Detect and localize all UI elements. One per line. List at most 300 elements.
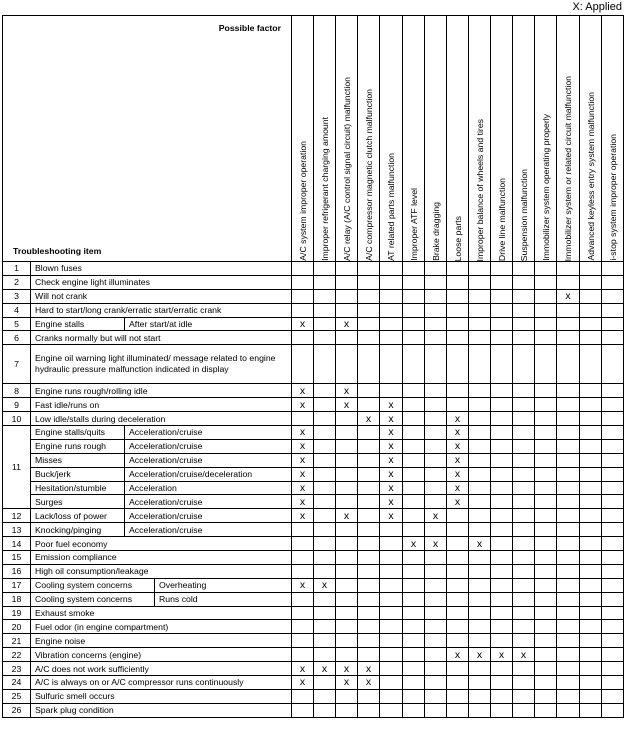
factor-cell xyxy=(513,331,535,345)
factor-cell xyxy=(602,275,624,289)
factor-label: Suspension malfunction xyxy=(518,168,529,261)
factor-cell xyxy=(358,412,380,426)
factor-cell xyxy=(358,481,380,495)
factor-cell xyxy=(358,275,380,289)
factor-cell xyxy=(292,578,314,592)
factor-label: A/C compressor magnetic clutch malfunction xyxy=(363,89,374,261)
factor-cell xyxy=(580,439,602,453)
factor-cell xyxy=(292,398,314,412)
factor-cell xyxy=(403,262,425,276)
factor-cell xyxy=(292,412,314,426)
factor-cell xyxy=(602,662,624,676)
factor-label: Loose parts xyxy=(452,215,463,261)
factor-cell xyxy=(425,634,447,648)
factor-cell xyxy=(314,398,336,412)
factor-cell xyxy=(513,620,535,634)
factor-cell xyxy=(314,289,336,303)
factor-cell xyxy=(358,606,380,620)
item-label: Cranks normally but will not start xyxy=(31,331,292,345)
factor-cell xyxy=(314,303,336,317)
factor-cell xyxy=(513,689,535,703)
factor-cell xyxy=(314,689,336,703)
factor-cell xyxy=(336,317,358,331)
factor-cell xyxy=(292,620,314,634)
factor-cell xyxy=(403,551,425,565)
factor-cell xyxy=(358,662,380,676)
factor-cell xyxy=(314,620,336,634)
factor-cell xyxy=(447,620,469,634)
factor-cell xyxy=(314,384,336,398)
table-row xyxy=(3,620,624,634)
factor-cell xyxy=(513,564,535,578)
factor-cell xyxy=(292,317,314,331)
factor-cell xyxy=(535,606,557,620)
applied-mark: x xyxy=(299,495,306,508)
factor-cell xyxy=(336,537,358,551)
factor-cell xyxy=(491,481,513,495)
factor-cell xyxy=(447,523,469,537)
factor-cell xyxy=(292,384,314,398)
applied-mark: x xyxy=(410,537,417,550)
factor-cell xyxy=(513,578,535,592)
row-number: 11 xyxy=(3,426,31,509)
factor-cell xyxy=(557,703,580,717)
factor-cell xyxy=(469,551,491,565)
factor-cell xyxy=(314,439,336,453)
factor-cell xyxy=(469,634,491,648)
factor-cell xyxy=(292,592,314,606)
factor-cell xyxy=(557,495,580,509)
factor-cell xyxy=(491,676,513,690)
item-label: A/C is always on or A/C compressor runs continuously xyxy=(31,676,292,690)
table-row xyxy=(3,398,624,412)
factor-cell xyxy=(469,689,491,703)
factor-cell xyxy=(535,303,557,317)
factor-cell xyxy=(425,331,447,345)
applied-mark: x xyxy=(299,662,306,675)
factor-cell xyxy=(358,495,380,509)
factor-cell xyxy=(580,634,602,648)
factor-cell xyxy=(380,606,403,620)
factor-cell xyxy=(314,564,336,578)
factor-cell xyxy=(557,453,580,467)
factor-cell xyxy=(403,289,425,303)
factor-cell xyxy=(602,412,624,426)
factor-cell xyxy=(403,676,425,690)
factor-cell xyxy=(580,317,602,331)
factor-cell xyxy=(292,331,314,345)
applied-mark: x xyxy=(365,412,372,425)
factor-cell xyxy=(336,345,358,384)
factor-cell xyxy=(380,564,403,578)
factor-cell xyxy=(513,509,535,523)
item-label: Cooling system concerns xyxy=(31,578,155,592)
factor-cell xyxy=(314,606,336,620)
row-number: 6 xyxy=(3,331,31,345)
factor-cell xyxy=(580,467,602,481)
applied-mark: x xyxy=(299,509,306,522)
factor-cell xyxy=(491,537,513,551)
factor-cell xyxy=(425,648,447,662)
factor-cell xyxy=(580,495,602,509)
applied-mark: x xyxy=(343,318,350,330)
factor-cell xyxy=(336,289,358,303)
factor-cell xyxy=(491,467,513,481)
factor-cell xyxy=(469,345,491,384)
factor-cell xyxy=(380,467,403,481)
factor-cell xyxy=(469,412,491,426)
factor-cell xyxy=(513,345,535,384)
header-row xyxy=(3,16,624,262)
factor-cell xyxy=(425,481,447,495)
factor-cell xyxy=(292,495,314,509)
factor-cell xyxy=(336,606,358,620)
table-row xyxy=(3,481,624,495)
factor-cell xyxy=(425,578,447,592)
factor-cell xyxy=(447,426,469,440)
factor-cell xyxy=(535,426,557,440)
factor-cell xyxy=(380,303,403,317)
factor-cell xyxy=(513,275,535,289)
table-row xyxy=(3,275,624,289)
row-number: 25 xyxy=(3,689,31,703)
applied-mark: x xyxy=(432,537,439,550)
item-label: Spark plug condition xyxy=(31,703,292,717)
factor-cell xyxy=(425,564,447,578)
factor-cell xyxy=(314,467,336,481)
factor-cell xyxy=(580,303,602,317)
applied-mark: x xyxy=(343,662,350,675)
factor-cell xyxy=(580,676,602,690)
factor-header xyxy=(425,16,447,262)
factor-cell xyxy=(491,523,513,537)
factor-label: i-stop system improper operation xyxy=(607,134,618,261)
item-label: Exhaust smoke xyxy=(31,606,292,620)
factor-cell xyxy=(580,662,602,676)
factor-cell xyxy=(602,303,624,317)
factor-cell xyxy=(380,676,403,690)
factor-cell xyxy=(580,689,602,703)
table-row xyxy=(3,551,624,565)
factor-cell xyxy=(535,509,557,523)
item-label: Lack/loss of power xyxy=(31,509,125,523)
factor-cell xyxy=(469,523,491,537)
table-row xyxy=(3,634,624,648)
factor-cell xyxy=(403,331,425,345)
factor-cell xyxy=(491,578,513,592)
factor-cell xyxy=(491,412,513,426)
factor-cell xyxy=(557,606,580,620)
row-number: 24 xyxy=(3,676,31,690)
applied-mark: x xyxy=(299,440,306,453)
factor-cell xyxy=(513,551,535,565)
factor-cell xyxy=(358,384,380,398)
factor-cell xyxy=(336,331,358,345)
applied-mark: x xyxy=(321,662,328,675)
item-label: Low idle/stalls during deceleration xyxy=(31,412,292,426)
applied-mark: x xyxy=(476,537,483,550)
row-number: 13 xyxy=(3,523,31,537)
item-label: Sulfuric smell occurs xyxy=(31,689,292,703)
factor-cell xyxy=(358,537,380,551)
factor-cell xyxy=(447,689,469,703)
factor-cell xyxy=(403,662,425,676)
row-number: 16 xyxy=(3,564,31,578)
factor-cell xyxy=(425,412,447,426)
factor-cell xyxy=(602,317,624,331)
factor-cell xyxy=(314,592,336,606)
factor-cell xyxy=(292,523,314,537)
applied-mark: x xyxy=(388,468,394,481)
factor-cell xyxy=(403,495,425,509)
factor-cell xyxy=(447,676,469,690)
table-row xyxy=(3,331,624,345)
factor-cell xyxy=(469,303,491,317)
factor-cell xyxy=(447,592,469,606)
row-number: 20 xyxy=(3,620,31,634)
row-number: 3 xyxy=(3,289,31,303)
applied-mark: x xyxy=(299,676,306,689)
factor-cell xyxy=(491,606,513,620)
factor-cell xyxy=(447,703,469,717)
factor-cell xyxy=(513,634,535,648)
factor-cell xyxy=(535,262,557,276)
factor-cell xyxy=(358,703,380,717)
table-row xyxy=(3,648,624,662)
applied-mark: x xyxy=(299,398,306,411)
item-label: Surges xyxy=(31,495,125,509)
item-label: Hesitation/stumble xyxy=(31,481,125,495)
factor-cell xyxy=(535,634,557,648)
factor-cell xyxy=(580,606,602,620)
applied-mark: x xyxy=(343,509,350,522)
factor-cell xyxy=(557,648,580,662)
factor-cell xyxy=(447,634,469,648)
factor-cell xyxy=(314,495,336,509)
table-row xyxy=(3,495,624,509)
factor-cell xyxy=(358,578,380,592)
factor-cell xyxy=(513,662,535,676)
condition-label: After start/at idle xyxy=(125,317,292,331)
factor-cell xyxy=(491,289,513,303)
header-label-cell xyxy=(3,16,292,262)
factor-cell xyxy=(314,634,336,648)
factor-cell xyxy=(447,606,469,620)
factor-cell xyxy=(403,648,425,662)
factor-cell xyxy=(491,564,513,578)
item-label: Blown fuses xyxy=(31,262,292,276)
factor-cell xyxy=(580,537,602,551)
factor-cell xyxy=(602,289,624,303)
applied-mark: x xyxy=(365,662,372,675)
factor-cell xyxy=(491,345,513,384)
factor-cell xyxy=(292,662,314,676)
factor-cell xyxy=(425,495,447,509)
factor-cell xyxy=(292,289,314,303)
factor-cell xyxy=(469,467,491,481)
factor-cell xyxy=(580,331,602,345)
factor-cell xyxy=(403,317,425,331)
factor-cell xyxy=(358,426,380,440)
factor-cell xyxy=(557,317,580,331)
factor-cell xyxy=(380,578,403,592)
factor-cell xyxy=(491,620,513,634)
factor-header xyxy=(336,16,358,262)
factor-cell xyxy=(292,551,314,565)
factor-cell xyxy=(580,592,602,606)
factor-cell xyxy=(336,439,358,453)
factor-cell xyxy=(557,592,580,606)
factor-cell xyxy=(380,509,403,523)
factor-cell xyxy=(447,578,469,592)
possible-factor-label: Possible factor xyxy=(218,23,281,33)
factor-cell xyxy=(314,412,336,426)
item-label: Engine oil warning light illuminated/ message related to engine hydraulic pressure malfunction indicated in display xyxy=(31,345,292,384)
factor-cell xyxy=(425,662,447,676)
factor-cell xyxy=(447,303,469,317)
factor-cell xyxy=(602,648,624,662)
factor-cell xyxy=(292,481,314,495)
factor-cell xyxy=(491,703,513,717)
factor-cell xyxy=(535,453,557,467)
factor-cell xyxy=(425,620,447,634)
factor-cell xyxy=(314,262,336,276)
factor-cell xyxy=(292,453,314,467)
factor-cell xyxy=(447,317,469,331)
factor-label: A/C system improper operation xyxy=(297,141,308,261)
factor-cell xyxy=(292,676,314,690)
item-label: A/C does not work sufficiently xyxy=(31,662,292,676)
factor-cell xyxy=(425,398,447,412)
factor-cell xyxy=(292,439,314,453)
condition-label: Acceleration/cruise xyxy=(125,495,292,509)
factor-cell xyxy=(469,509,491,523)
factor-cell xyxy=(358,689,380,703)
factor-cell xyxy=(403,412,425,426)
condition-label: Overheating xyxy=(155,578,292,592)
factor-cell xyxy=(557,439,580,453)
applied-mark: x xyxy=(299,454,306,467)
factor-cell xyxy=(602,345,624,384)
factor-cell xyxy=(403,439,425,453)
factor-cell xyxy=(602,606,624,620)
factor-cell xyxy=(491,453,513,467)
factor-cell xyxy=(513,303,535,317)
factor-cell xyxy=(403,384,425,398)
factor-cell xyxy=(380,634,403,648)
applied-mark: x xyxy=(299,468,306,481)
factor-header xyxy=(447,16,469,262)
factor-cell xyxy=(358,317,380,331)
applied-mark: x xyxy=(299,579,306,592)
factor-cell xyxy=(557,481,580,495)
factor-cell xyxy=(580,620,602,634)
factor-cell xyxy=(292,467,314,481)
factor-cell xyxy=(513,481,535,495)
row-number: 1 xyxy=(3,262,31,276)
factor-cell xyxy=(557,426,580,440)
factor-cell xyxy=(557,262,580,276)
factor-cell xyxy=(425,426,447,440)
factor-cell xyxy=(602,467,624,481)
table-row xyxy=(3,303,624,317)
factor-cell xyxy=(358,398,380,412)
factor-header xyxy=(403,16,425,262)
factor-cell xyxy=(447,467,469,481)
factor-cell xyxy=(513,289,535,303)
factor-label: Immobilizer system operating properly xyxy=(540,114,551,261)
factor-cell xyxy=(447,537,469,551)
applied-mark: x xyxy=(454,648,461,661)
applied-mark: x xyxy=(343,384,350,397)
factor-cell xyxy=(513,592,535,606)
factor-cell xyxy=(580,648,602,662)
factor-cell xyxy=(580,453,602,467)
table-row xyxy=(3,564,624,578)
table-row xyxy=(3,509,624,523)
applied-mark: x xyxy=(432,509,439,522)
factor-cell xyxy=(292,689,314,703)
applied-mark: x xyxy=(476,648,483,661)
factor-cell xyxy=(513,537,535,551)
item-label: Engine noise xyxy=(31,634,292,648)
factor-label: Advanced keyless entry system malfunction xyxy=(585,92,596,261)
factor-cell xyxy=(535,676,557,690)
applied-mark: x xyxy=(388,454,394,467)
factor-cell xyxy=(380,384,403,398)
factor-cell xyxy=(535,689,557,703)
factor-cell xyxy=(336,689,358,703)
factor-header xyxy=(535,16,557,262)
factor-cell xyxy=(469,317,491,331)
applied-mark: x xyxy=(299,384,306,397)
applied-mark: x xyxy=(388,426,394,439)
factor-cell xyxy=(491,317,513,331)
factor-cell xyxy=(336,453,358,467)
factor-cell xyxy=(580,262,602,276)
factor-cell xyxy=(535,331,557,345)
factor-label: Brake dragging xyxy=(430,202,441,261)
factor-cell xyxy=(403,398,425,412)
factor-cell xyxy=(314,317,336,331)
item-label: Engine stalls xyxy=(31,317,125,331)
factor-cell xyxy=(535,648,557,662)
factor-cell xyxy=(535,481,557,495)
row-number: 5 xyxy=(3,317,31,331)
factor-cell xyxy=(535,523,557,537)
factor-cell xyxy=(469,426,491,440)
item-label: High oil consumption/leakage xyxy=(31,564,292,578)
factor-cell xyxy=(292,606,314,620)
table-row xyxy=(3,703,624,717)
factor-cell xyxy=(380,439,403,453)
factor-cell xyxy=(491,689,513,703)
factor-label: Immobilizer system or related circuit malfunction xyxy=(563,75,573,261)
applied-mark: x xyxy=(454,412,461,425)
factor-cell xyxy=(447,564,469,578)
factor-cell xyxy=(557,662,580,676)
applied-mark: x xyxy=(388,495,394,508)
factor-cell xyxy=(403,453,425,467)
factor-cell xyxy=(292,262,314,276)
factor-cell xyxy=(602,331,624,345)
row-number: 10 xyxy=(3,412,31,426)
factor-cell xyxy=(580,551,602,565)
factor-cell xyxy=(380,662,403,676)
factor-cell xyxy=(403,523,425,537)
factor-cell xyxy=(380,551,403,565)
factor-cell xyxy=(403,303,425,317)
